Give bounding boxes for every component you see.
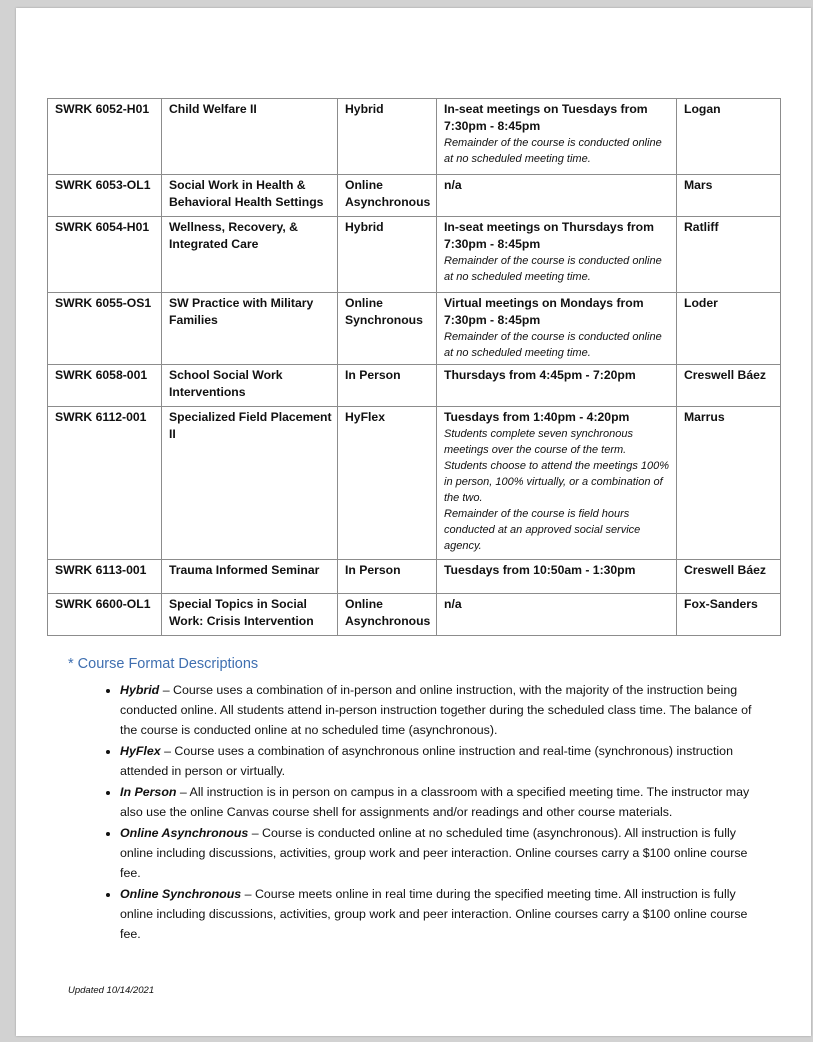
course-title: Social Work in Health & Behavioral Health Settings [162, 175, 338, 217]
list-item [120, 823, 760, 883]
schedule-text: In-seat meetings on Tuesdays from 7:30pm - 8:45pm [444, 102, 648, 133]
list-item [120, 782, 760, 822]
course-schedule [437, 407, 677, 560]
course-code: SWRK 6058-001 [48, 365, 162, 407]
schedule-text: Tuesdays from 10:50am - 1:30pm [444, 563, 636, 577]
table-row [48, 407, 781, 560]
format-term: HyFlex [120, 744, 161, 758]
course-title: Specialized Field Placement II [162, 407, 338, 560]
course-code: SWRK 6055-OS1 [48, 293, 162, 365]
course-schedule [437, 99, 677, 175]
course-code: SWRK 6112-001 [48, 407, 162, 560]
course-schedule [437, 293, 677, 365]
format-descriptions-heading: * Course Format Descriptions [68, 656, 259, 672]
course-title: Child Welfare II [162, 99, 338, 175]
schedule-text: Thursdays from 4:45pm - 7:20pm [444, 368, 636, 382]
course-format: Online Asynchronous [338, 175, 437, 217]
course-title: Special Topics in Social Work: Crisis Intervention [162, 594, 338, 636]
course-format: Online Synchronous [338, 293, 437, 365]
schedule-text: Tuesdays from 1:40pm - 4:20pm [444, 410, 630, 424]
course-code: SWRK 6052-H01 [48, 99, 162, 175]
course-instructor: Logan [677, 99, 781, 175]
format-description: – Course meets online in real time during the specified meeting time. All instruction is fully online including discussions, activities, group work and peer interaction. Online courses carry a $100 online course fee. [120, 887, 748, 941]
format-term: Hybrid [120, 683, 160, 697]
course-schedule [437, 365, 677, 407]
list-item [120, 741, 760, 781]
table-row [48, 99, 781, 175]
format-term: Online Asynchronous [120, 826, 249, 840]
course-schedule [437, 217, 677, 293]
course-format: Hybrid [338, 217, 437, 293]
table-row [48, 217, 781, 293]
schedule-note: Remainder of the course is conducted online at no scheduled meeting time. [444, 255, 662, 283]
course-title: School Social Work Interventions [162, 365, 338, 407]
course-instructor: Mars [677, 175, 781, 217]
course-format: Hybrid [338, 99, 437, 175]
schedule-note-extra: Remainder of the course is field hours conducted at an approved social service agency. [444, 508, 641, 552]
course-instructor: Marrus [677, 407, 781, 560]
schedule-text: Virtual meetings on Mondays from 7:30pm - 8:45pm [444, 296, 644, 327]
course-format: In Person [338, 560, 437, 594]
schedule-note: Students complete seven synchronous meetings over the course of the term. Students choose to attend the meetings 100% in person, 100% virtually, or a combination of the two. [444, 428, 670, 504]
list-item [120, 884, 760, 944]
course-schedule [437, 560, 677, 594]
course-code: SWRK 6054-H01 [48, 217, 162, 293]
course-code: SWRK 6113-001 [48, 560, 162, 594]
course-schedule [437, 594, 677, 636]
course-instructor: Fox-Sanders [677, 594, 781, 636]
course-schedule [437, 175, 677, 217]
course-title: Trauma Informed Seminar [162, 560, 338, 594]
schedule-text: n/a [444, 178, 462, 192]
schedule-note: Remainder of the course is conducted online at no scheduled meeting time. [444, 137, 662, 165]
course-format: Online Asynchronous [338, 594, 437, 636]
course-instructor: Ratliff [677, 217, 781, 293]
table-row [48, 594, 781, 636]
format-description: – Course is conducted online at no scheduled time (asynchronous). All instruction is fully online including discussions, activities, group work and peer interaction. Online courses carry a $100 online course fee. [120, 826, 748, 880]
course-code: SWRK 6600-OL1 [48, 594, 162, 636]
format-term: Online Synchronous [120, 887, 242, 901]
schedule-text: In-seat meetings on Thursdays from 7:30pm - 8:45pm [444, 220, 654, 251]
course-format: HyFlex [338, 407, 437, 560]
table-row [48, 293, 781, 365]
format-description: – Course uses a combination of in-person and online instruction, with the majority of the instruction being conducted online. All students attend in-person instruction together during the scheduled class time. The balance of the course is conducted online at no scheduled time (asynchronous). [120, 683, 752, 737]
list-item [120, 680, 760, 740]
course-schedule-table [47, 98, 781, 636]
course-format: In Person [338, 365, 437, 407]
course-title: SW Practice with Military Families [162, 293, 338, 365]
format-descriptions-list [76, 680, 760, 945]
document-page [16, 8, 811, 1036]
format-description: – All instruction is in person on campus in a classroom with a specified meeting time. The instructor may also use the online Canvas course shell for assignments and/or readings and other course materials. [120, 785, 750, 819]
format-description: – Course uses a combination of asynchronous online instruction and real-time (synchronous) instruction attended in person or virtually. [120, 744, 733, 778]
course-code: SWRK 6053-OL1 [48, 175, 162, 217]
schedule-text: n/a [444, 597, 462, 611]
schedule-note: Remainder of the course is conducted online at no scheduled meeting time. [444, 331, 662, 359]
course-instructor: Creswell Báez [677, 560, 781, 594]
table-row [48, 365, 781, 407]
course-instructor: Loder [677, 293, 781, 365]
format-term: In Person [120, 785, 177, 799]
table-row [48, 560, 781, 594]
course-title: Wellness, Recovery, & Integrated Care [162, 217, 338, 293]
course-instructor: Creswell Báez [677, 365, 781, 407]
table-row [48, 175, 781, 217]
updated-date: Updated 10/14/2021 [68, 985, 155, 996]
